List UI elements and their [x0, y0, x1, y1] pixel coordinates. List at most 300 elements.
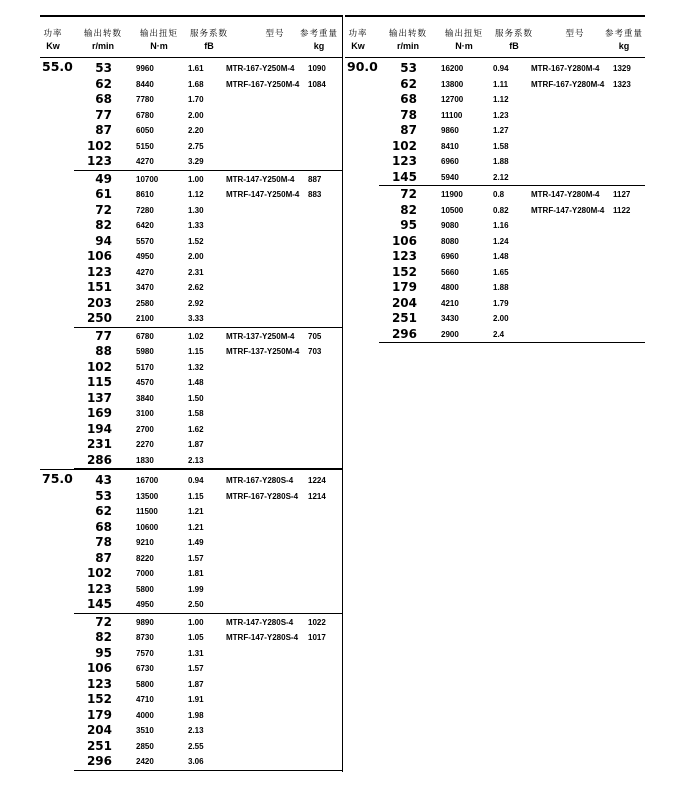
- torque-cell: 4000: [136, 710, 154, 720]
- speed-cell: 77: [95, 328, 112, 343]
- torque-cell: 4950: [136, 600, 154, 609]
- torque-cell: 9210: [136, 538, 154, 547]
- torque-cell: 4210: [441, 298, 459, 308]
- table-row: [40, 172, 342, 188]
- speed-cell: 62: [400, 76, 417, 91]
- speed-cell: 106: [391, 233, 417, 248]
- table-row: [40, 582, 342, 598]
- service-factor-cell: 1.15: [188, 347, 204, 356]
- speed-cell: 123: [391, 154, 417, 168]
- speed-cell: 179: [391, 280, 417, 294]
- torque-cell: 5150: [136, 141, 154, 151]
- service-factor-cell: 1.16: [493, 221, 509, 230]
- table-body: [40, 58, 342, 771]
- weight-cell: 1090: [308, 64, 326, 73]
- service-factor-cell: 1.24: [493, 236, 509, 246]
- table-row: [40, 566, 342, 582]
- service-factor-cell: 1.99: [188, 584, 204, 594]
- speed-cell: 62: [95, 76, 112, 91]
- service-factor-cell: 3.33: [188, 314, 204, 323]
- speed-cell: 72: [400, 187, 417, 201]
- service-factor-cell: 1.58: [188, 409, 204, 418]
- service-factor-cell: 1.88: [493, 283, 509, 292]
- torque-cell: 5800: [136, 584, 154, 594]
- service-factor-cell: 1.02: [188, 331, 204, 341]
- service-factor-cell: 1.21: [188, 522, 204, 532]
- table-row: [40, 661, 342, 677]
- model-cell: MTRF-147-Y280S-4: [226, 633, 299, 642]
- service-factor-cell: 2.50: [188, 600, 204, 609]
- speed-cell: 123: [86, 264, 112, 279]
- speed-cell: 204: [86, 723, 112, 737]
- weight-cell: 1323: [613, 79, 631, 89]
- speed-cell: 296: [391, 326, 417, 341]
- speed-cell: 95: [95, 645, 112, 660]
- power-value: 75.0: [42, 471, 73, 486]
- service-factor-cell: 1.57: [188, 664, 204, 673]
- power-block: [40, 469, 342, 771]
- speed-cell: 137: [86, 390, 112, 405]
- power-block: [345, 58, 645, 343]
- service-factor-cell: 2.13: [188, 726, 204, 735]
- model-group: [74, 171, 342, 328]
- column-divider: [342, 15, 343, 772]
- speed-cell: 204: [391, 295, 417, 310]
- torque-cell: 4270: [136, 267, 154, 277]
- service-factor-cell: 1.33: [188, 221, 204, 230]
- torque-cell: 9080: [441, 221, 459, 230]
- speed-cell: 43: [95, 473, 112, 487]
- weight-cell: 887: [308, 174, 322, 184]
- torque-cell: 11900: [441, 190, 463, 199]
- table-row: [40, 218, 342, 234]
- header-service-factor: 服务系数 fB: [494, 28, 533, 51]
- speed-cell: 94: [95, 233, 112, 248]
- torque-cell: 10500: [441, 205, 464, 215]
- table-row: [40, 630, 342, 646]
- speed-cell: 68: [95, 519, 112, 534]
- speed-cell: 87: [95, 550, 112, 565]
- speed-cell: 145: [391, 169, 417, 184]
- table-row: [345, 265, 645, 281]
- table-row: [40, 723, 342, 739]
- table-row: [40, 265, 342, 281]
- service-factor-cell: 0.82: [493, 205, 509, 215]
- model-group: [74, 614, 342, 771]
- table-row: [345, 311, 645, 327]
- model-cell: MTR-167-Y250M-4: [226, 64, 295, 73]
- speed-cell: 72: [95, 614, 112, 629]
- speed-cell: 251: [391, 311, 417, 325]
- torque-cell: 11500: [136, 507, 158, 516]
- table-row: [345, 61, 645, 77]
- table-row: [40, 597, 342, 613]
- torque-cell: 5660: [441, 267, 459, 277]
- torque-cell: 8730: [136, 633, 154, 642]
- service-factor-cell: 1.23: [493, 110, 509, 120]
- speed-cell: 78: [95, 535, 112, 549]
- header-speed: 输出转数 r/min: [388, 28, 427, 51]
- service-factor-cell: 1.12: [188, 190, 204, 199]
- speed-cell: 72: [95, 202, 112, 217]
- service-factor-cell: 1.49: [188, 538, 204, 547]
- speed-cell: 68: [400, 92, 417, 106]
- power-value: 55.0: [42, 59, 73, 74]
- model-group: [74, 470, 342, 614]
- table-row: [40, 535, 342, 551]
- torque-cell: 8080: [441, 236, 459, 246]
- speed-cell: 87: [400, 123, 417, 137]
- service-factor-cell: 2.31: [188, 267, 204, 277]
- speed-cell: 88: [95, 344, 112, 358]
- torque-cell: 7000: [136, 569, 154, 578]
- speed-cell: 231: [86, 437, 112, 451]
- model-group: [74, 328, 342, 470]
- speed-cell: 115: [86, 375, 112, 389]
- speed-cell: 169: [86, 406, 112, 420]
- model-cell: MTRF-167-Y280M-4: [531, 79, 605, 89]
- speed-cell: 53: [95, 61, 112, 75]
- table-row: [345, 203, 645, 219]
- table-row: [40, 154, 342, 170]
- service-factor-cell: 1.50: [188, 393, 204, 403]
- service-factor-cell: 2.13: [188, 455, 204, 465]
- torque-cell: 7780: [136, 95, 154, 104]
- table-row: [345, 187, 645, 203]
- speed-cell: 123: [391, 249, 417, 263]
- torque-cell: 2700: [136, 424, 154, 434]
- service-factor-cell: 2.00: [188, 110, 204, 120]
- service-factor-cell: 1.31: [188, 648, 204, 658]
- speed-cell: 53: [95, 488, 112, 503]
- table-row: [40, 329, 342, 345]
- torque-cell: 2900: [441, 329, 459, 339]
- service-factor-cell: 2.92: [188, 298, 204, 308]
- service-factor-cell: 1.12: [493, 95, 509, 104]
- table-row: [40, 61, 342, 77]
- service-factor-cell: 1.30: [188, 205, 204, 215]
- speed-cell: 95: [400, 218, 417, 232]
- speed-cell: 106: [86, 249, 112, 263]
- speed-cell: 251: [86, 738, 112, 753]
- speed-cell: 123: [86, 581, 112, 596]
- torque-cell: 5980: [136, 347, 154, 356]
- torque-cell: 3840: [136, 393, 154, 403]
- table-row: [40, 139, 342, 155]
- torque-cell: 4710: [136, 695, 154, 704]
- table-row: [40, 108, 342, 124]
- weight-cell: 703: [308, 347, 322, 356]
- service-factor-cell: 3.06: [188, 757, 204, 766]
- speed-cell: 61: [95, 187, 112, 201]
- speed-cell: 145: [86, 597, 112, 611]
- header-power: 功率 Kw: [348, 28, 368, 51]
- speed-cell: 78: [400, 107, 417, 122]
- speed-cell: 203: [86, 295, 112, 310]
- table-row: [40, 296, 342, 312]
- speed-cell: 123: [86, 154, 112, 168]
- table-row: [40, 234, 342, 250]
- speed-cell: 87: [95, 123, 112, 137]
- speed-cell: 102: [86, 566, 112, 580]
- torque-cell: 6960: [441, 157, 459, 166]
- torque-cell: 16700: [136, 476, 159, 485]
- table-row: [40, 249, 342, 265]
- speed-cell: 250: [86, 311, 112, 325]
- torque-cell: 8220: [136, 553, 154, 563]
- speed-cell: 102: [86, 138, 112, 153]
- table-row: [40, 646, 342, 662]
- table-row: [40, 453, 342, 469]
- header-speed: 输出转数 r/min: [83, 28, 122, 51]
- service-factor-cell: 1.48: [493, 252, 509, 261]
- torque-cell: 1830: [136, 455, 154, 465]
- table-row: [40, 391, 342, 407]
- torque-cell: 6050: [136, 126, 154, 135]
- table-row: [40, 311, 342, 327]
- model-cell: MTRF-147-Y280M-4: [531, 205, 605, 215]
- power-value: 90.0: [347, 59, 378, 74]
- table-row: [40, 437, 342, 453]
- service-factor-cell: 1.87: [188, 679, 204, 689]
- model-group: [379, 186, 645, 343]
- model-cell: MTR-167-Y280M-4: [531, 64, 600, 73]
- table-row: [345, 108, 645, 124]
- speed-cell: 106: [86, 661, 112, 675]
- table-row: [40, 473, 342, 489]
- service-factor-cell: 1.11: [493, 79, 509, 89]
- left-table: [40, 15, 342, 771]
- speed-cell: 53: [400, 61, 417, 75]
- speed-cell: 82: [400, 202, 417, 217]
- table-row: [40, 344, 342, 360]
- service-factor-cell: 3.29: [188, 157, 204, 166]
- model-group: [74, 58, 342, 171]
- speed-cell: 151: [86, 280, 112, 294]
- table-row: [40, 187, 342, 203]
- service-factor-cell: 1.61: [188, 64, 204, 73]
- torque-cell: 3100: [136, 409, 154, 418]
- torque-cell: 4800: [441, 283, 459, 292]
- service-factor-cell: 2.12: [493, 172, 509, 182]
- torque-cell: 13800: [441, 79, 464, 89]
- service-factor-cell: 2.55: [188, 741, 204, 751]
- service-factor-cell: 1.00: [188, 617, 204, 627]
- table-row: [40, 692, 342, 708]
- table-header: [40, 15, 342, 58]
- speed-cell: 194: [86, 421, 112, 436]
- speed-cell: 62: [95, 504, 112, 518]
- torque-cell: 5940: [441, 172, 459, 182]
- service-factor-cell: 2.62: [188, 283, 204, 292]
- speed-cell: 179: [86, 707, 112, 722]
- speed-cell: 286: [86, 452, 112, 467]
- model-cell: MTRF-137-Y250M-4: [226, 347, 300, 356]
- model-cell: MTR-147-Y280S-4: [226, 617, 294, 627]
- table-row: [345, 327, 645, 343]
- torque-cell: 6960: [441, 252, 459, 261]
- service-factor-cell: 1.21: [188, 507, 204, 516]
- table-row: [345, 154, 645, 170]
- service-factor-cell: 2.75: [188, 141, 204, 151]
- service-factor-cell: 2.20: [188, 126, 204, 135]
- weight-cell: 883: [308, 190, 322, 199]
- table-row: [40, 422, 342, 438]
- torque-cell: 7570: [136, 648, 154, 658]
- table-row: [40, 280, 342, 296]
- torque-cell: 5800: [136, 679, 154, 689]
- model-cell: MTRF-167-Y250M-4: [226, 79, 300, 89]
- service-factor-cell: 1.57: [188, 553, 204, 563]
- table-row: [40, 677, 342, 693]
- header-model: 型号: [565, 28, 585, 38]
- header-torque: 输出扭矩 N·m: [139, 28, 178, 51]
- service-factor-cell: 1.88: [493, 157, 509, 166]
- table-row: [40, 375, 342, 391]
- table-row: [40, 551, 342, 567]
- torque-cell: 2850: [136, 741, 154, 751]
- torque-cell: 5170: [136, 362, 154, 372]
- torque-cell: 3510: [136, 726, 154, 735]
- torque-cell: 4950: [136, 252, 154, 261]
- service-factor-cell: 1.81: [188, 569, 204, 578]
- torque-cell: 6420: [136, 221, 154, 230]
- service-factor-cell: 1.05: [188, 633, 204, 642]
- weight-cell: 1122: [613, 205, 631, 215]
- service-factor-cell: 1.98: [188, 710, 204, 720]
- table-row: [345, 92, 645, 108]
- table-row: [345, 218, 645, 234]
- speed-cell: 296: [86, 754, 112, 768]
- model-cell: MTRF-167-Y280S-4: [226, 491, 299, 501]
- torque-cell: 3430: [441, 314, 459, 323]
- speed-cell: 152: [391, 264, 417, 279]
- model-cell: MTR-147-Y280M-4: [531, 190, 600, 199]
- torque-cell: 6780: [136, 331, 154, 341]
- table-row: [40, 360, 342, 376]
- torque-cell: 2270: [136, 440, 154, 449]
- weight-cell: 1084: [308, 79, 326, 89]
- torque-cell: 2580: [136, 298, 154, 308]
- table-row: [40, 92, 342, 108]
- speed-cell: 77: [95, 107, 112, 122]
- service-factor-cell: 1.70: [188, 95, 204, 104]
- torque-cell: 6780: [136, 110, 154, 120]
- table-row: [40, 77, 342, 93]
- table-row: [40, 203, 342, 219]
- table-row: [345, 77, 645, 93]
- torque-cell: 3470: [136, 283, 154, 292]
- service-factor-cell: 1.32: [188, 362, 204, 372]
- table-row: [345, 296, 645, 312]
- torque-cell: 8610: [136, 190, 154, 199]
- torque-cell: 12700: [441, 95, 464, 104]
- table-row: [345, 139, 645, 155]
- speed-cell: 123: [86, 676, 112, 691]
- table-row: [40, 406, 342, 422]
- weight-cell: 705: [308, 331, 322, 341]
- model-cell: MTR-147-Y250M-4: [226, 174, 295, 184]
- service-factor-cell: 1.52: [188, 236, 204, 246]
- header-weight: 参考重量 kg: [604, 28, 643, 51]
- service-factor-cell: 1.91: [188, 695, 204, 704]
- header-torque: 输出扭矩 N·m: [444, 28, 483, 51]
- service-factor-cell: 2.4: [493, 329, 505, 339]
- speed-cell: 82: [95, 218, 112, 232]
- torque-cell: 5570: [136, 236, 154, 246]
- weight-cell: 1017: [308, 633, 326, 642]
- table-row: [345, 234, 645, 250]
- table-row: [40, 615, 342, 631]
- weight-cell: 1329: [613, 64, 631, 73]
- header-weight: 参考重量 kg: [299, 28, 338, 51]
- service-factor-cell: 1.87: [188, 440, 204, 449]
- service-factor-cell: 1.15: [188, 491, 204, 501]
- torque-cell: 9960: [136, 64, 154, 73]
- torque-cell: 9890: [136, 617, 154, 627]
- torque-cell: 13500: [136, 491, 159, 501]
- speed-cell: 49: [95, 171, 112, 186]
- model-cell: MTRF-147-Y250M-4: [226, 190, 300, 199]
- service-factor-cell: 2.00: [188, 252, 204, 261]
- weight-cell: 1214: [308, 491, 326, 501]
- table-row: [345, 123, 645, 139]
- speed-cell: 102: [391, 138, 417, 153]
- speed-cell: 152: [86, 692, 112, 706]
- torque-cell: 2420: [136, 757, 154, 766]
- weight-cell: 1022: [308, 617, 326, 627]
- service-factor-cell: 1.00: [188, 174, 204, 184]
- speed-cell: 68: [95, 92, 112, 106]
- service-factor-cell: 1.68: [188, 79, 204, 89]
- service-factor-cell: 1.27: [493, 126, 509, 135]
- torque-cell: 10700: [136, 174, 159, 184]
- model-cell: MTR-137-Y250M-4: [226, 331, 295, 341]
- table-row: [345, 170, 645, 186]
- torque-cell: 4270: [136, 157, 154, 166]
- model-group: [379, 58, 645, 186]
- header-service-factor: 服务系数 fB: [189, 28, 228, 51]
- service-factor-cell: 1.48: [188, 378, 204, 387]
- header-power: 功率 Kw: [43, 28, 63, 51]
- service-factor-cell: 0.94: [188, 476, 204, 485]
- table-row: [40, 123, 342, 139]
- model-cell: MTR-167-Y280S-4: [226, 476, 294, 485]
- torque-cell: 8440: [136, 79, 154, 89]
- service-factor-cell: 2.00: [493, 314, 509, 323]
- service-factor-cell: 0.8: [493, 190, 505, 199]
- torque-cell: 2100: [136, 314, 154, 323]
- right-table: [345, 15, 645, 343]
- service-factor-cell: 1.62: [188, 424, 204, 434]
- table-row: [40, 754, 342, 770]
- speed-cell: 82: [95, 630, 112, 644]
- torque-cell: 8410: [441, 141, 459, 151]
- table-body: [345, 58, 645, 343]
- header-model: 型号: [265, 28, 285, 38]
- table-row: [40, 739, 342, 755]
- torque-cell: 7280: [136, 205, 154, 215]
- table-row: [40, 520, 342, 536]
- speed-cell: 102: [86, 359, 112, 374]
- service-factor-cell: 1.79: [493, 298, 509, 308]
- power-block: [40, 58, 342, 469]
- torque-cell: 4570: [136, 378, 154, 387]
- table-header: [345, 15, 645, 58]
- service-factor-cell: 1.58: [493, 141, 509, 151]
- weight-cell: 1224: [308, 476, 326, 485]
- table-row: [40, 708, 342, 724]
